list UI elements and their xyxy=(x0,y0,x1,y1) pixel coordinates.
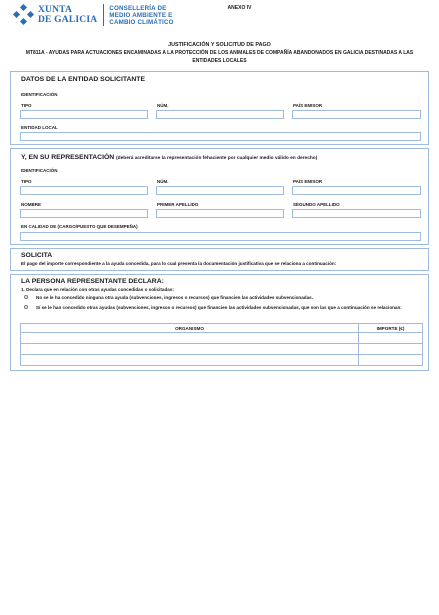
declaration-section xyxy=(10,274,429,371)
organismo-cell[interactable] xyxy=(21,333,359,344)
representative-heading-line xyxy=(21,154,317,161)
entity-heading: DATOS DE LA ENTIDAD SOLICITANTE xyxy=(21,76,145,83)
request-section xyxy=(10,248,429,271)
option-other-aid-radio[interactable] xyxy=(24,305,28,309)
annex-label: ANEXO IV xyxy=(227,5,252,11)
rep-country-field[interactable] xyxy=(292,186,421,195)
importe-header: IMPORTE (€) xyxy=(359,324,423,333)
rep-type-field[interactable] xyxy=(20,186,148,195)
table-row xyxy=(21,355,423,366)
entity-identification-label: IDENTIFICACIÓN xyxy=(21,92,58,97)
entity-section xyxy=(10,71,429,145)
organismo-cell[interactable] xyxy=(21,355,359,366)
dept-line3: CAMBIO CLIMÁTICO xyxy=(109,18,174,26)
dept-line1: CONSELLERÍA DE xyxy=(109,4,167,12)
rep-identification-label: IDENTIFICACIÓN xyxy=(21,168,58,173)
entity-type-field[interactable] xyxy=(20,110,148,119)
importe-cell[interactable] xyxy=(359,344,423,355)
importe-cell[interactable] xyxy=(359,333,423,344)
table-row xyxy=(21,333,423,344)
rep-position-label: EN CALIDAD DE (CARGO/PUESTO QUE DESEMPEÑA) xyxy=(21,224,138,229)
logo-line2: DE GALICIA xyxy=(38,15,98,25)
declaration-item1: 1. Declara que en relación con otras ayudas concedidas o solicitadas: xyxy=(21,287,174,292)
rep-surname1-field[interactable] xyxy=(156,209,284,218)
representative-heading: Y, EN SU REPRESENTACIÓN xyxy=(21,154,115,161)
rep-surname2-label: SEGUNDO APELLIDO xyxy=(293,202,340,207)
organismo-cell[interactable] xyxy=(21,344,359,355)
entity-num-label: NÚM. xyxy=(157,103,169,108)
rep-position-field[interactable] xyxy=(20,232,421,241)
page-title: JUSTIFICACIÓN Y SOLICITUD DE PAGO xyxy=(168,42,271,48)
rep-name-label: NOMBRE xyxy=(21,202,41,207)
logo-line1: XUNTA xyxy=(38,5,73,15)
entity-num-field[interactable] xyxy=(156,110,284,119)
rep-type-label: TIPO xyxy=(21,179,32,184)
aid-table xyxy=(20,323,423,366)
entity-country-label: PAÍS EMISOR xyxy=(293,103,323,108)
representative-note: (deberá acreditarse la representación fehaciente por cualquier medio válido en derecho) xyxy=(116,156,318,161)
entity-type-label: TIPO xyxy=(21,103,32,108)
rep-surname2-field[interactable] xyxy=(292,209,421,218)
request-text: El pago del importe correspondiente a la ayuda concedida, para lo cual presenta la documentación justificativa que se relaciona a continuación: xyxy=(21,261,337,266)
option-no-aid-text: No se le ha concedido ninguna otra ayuda (subvenciones, ingresos o recursos) que financien las actividades subvencionadas. xyxy=(36,295,313,300)
rep-name-field[interactable] xyxy=(20,209,148,218)
rep-num-label: NÚM. xyxy=(157,179,169,184)
rep-country-label: PAÍS EMISOR xyxy=(293,179,323,184)
representative-section xyxy=(10,148,429,245)
request-heading: SOLICITA xyxy=(21,252,53,259)
declaration-heading: LA PERSONA REPRESENTANTE DECLARA: xyxy=(21,278,164,285)
option-other-aid-text: Sí se le han concedido otras ayudas (subvenciones, ingresos o recursos) que financien las actividades subvencionadas, que son las que a continuación se relacionan: xyxy=(36,305,402,310)
entity-country-field[interactable] xyxy=(292,110,421,119)
dept-line2: MEDIO AMBIENTE E xyxy=(109,11,173,19)
rep-surname1-label: PRIMER APELLIDO xyxy=(157,202,199,207)
organismo-header: ORGANISMO xyxy=(21,324,359,333)
local-entity-label: ENTIDAD LOCAL xyxy=(21,125,58,130)
importe-cell[interactable] xyxy=(359,355,423,366)
rep-num-field[interactable] xyxy=(156,186,284,195)
table-row xyxy=(21,344,423,355)
option-no-aid-radio[interactable] xyxy=(24,295,28,299)
local-entity-field[interactable] xyxy=(20,132,421,141)
page-subtitle: MT811A - AYUDAS PARA ACTUACIONES ENCAMINADAS A LA PROTECCIÓN DE LOS ANIMALES DE COMPAÑÍA ABANDONADOS EN GALICIA DESTINADAS A LAS ENTIDADES LOCALES xyxy=(25,50,414,64)
aid-table-header xyxy=(21,324,423,333)
